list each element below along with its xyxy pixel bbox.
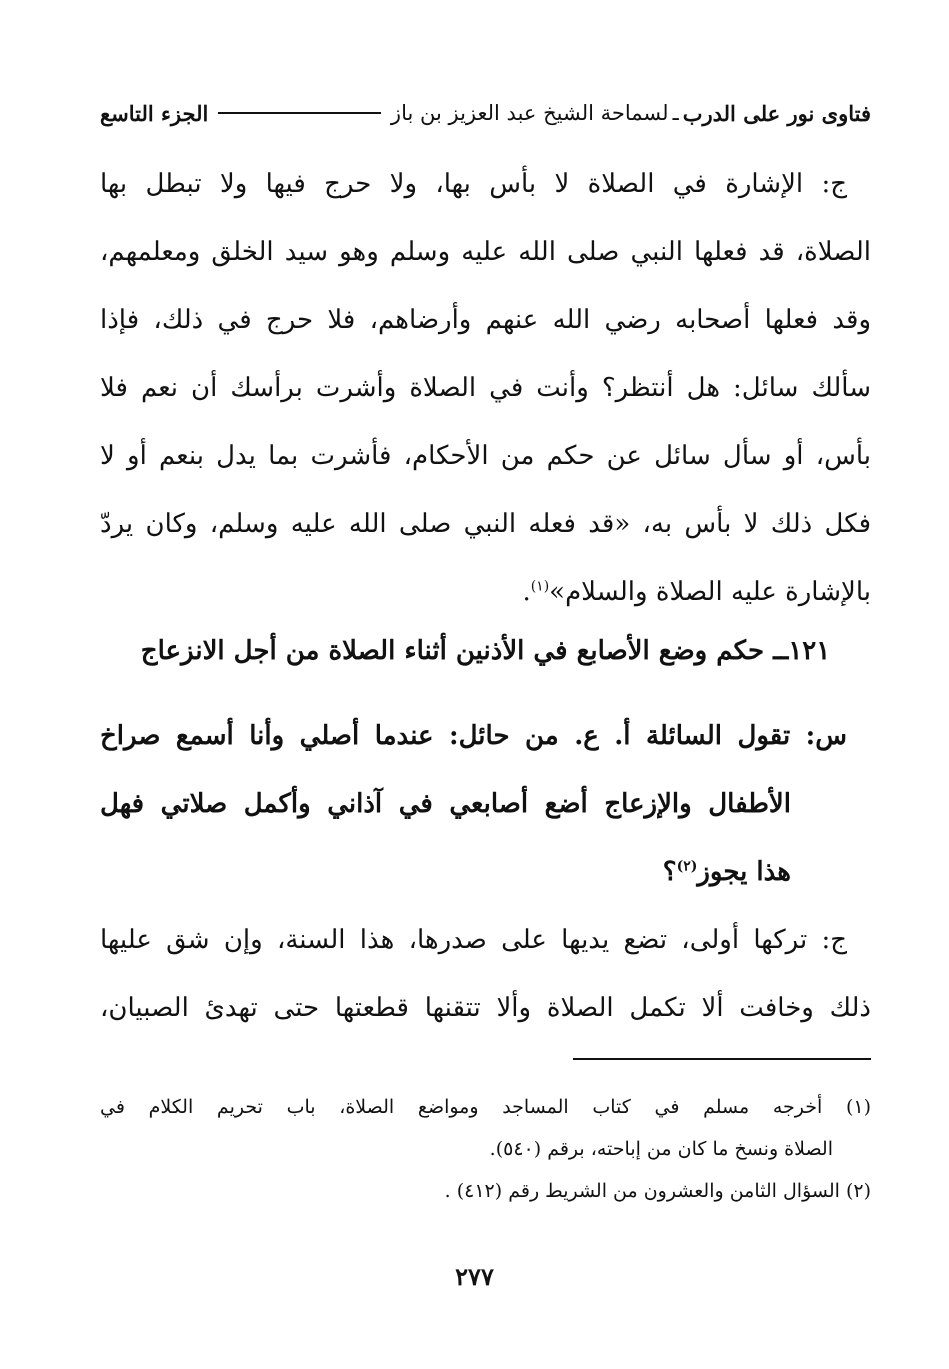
footnotes (100, 1086, 871, 1212)
text-line: س: تقول السائلة أ. ع. من حائل: عندما أصلي وأنا أسمع صراخ (100, 721, 847, 751)
answer-paragraph-1 (100, 150, 871, 626)
running-header (100, 96, 871, 130)
text-line-last (100, 838, 871, 906)
text-line: سألك سائل: هل أنتظر؟ وأنت في الصلاة وأشرت برأسك أن نعم فلا (100, 373, 871, 403)
footnote-1-line-2: الصلاة ونسخ ما كان من إباحته، برقم (٥٤٠). (489, 1138, 833, 1160)
text-line: ج: الإشارة في الصلاة لا بأس بها، ولا حرج فيها ولا تبطل بها (100, 169, 847, 199)
footnote-divider (573, 1058, 871, 1060)
text-line: وقد فعلها أصحابه رضي الله عنهم وأرضاهم، فلا حرج في ذلك، فإذا (100, 305, 871, 335)
question-mark: ؟ (662, 857, 677, 887)
book-title: فتاوى نور على الدرب (682, 100, 871, 126)
text-line-content: هذا يجوز (697, 857, 791, 887)
footnote-1-line-1: (١) أخرجه مسلم في كتاب المساجد ومواضع الصلاة، باب تحريم الكلام في (100, 1096, 871, 1118)
text-line: بأس، أو سأل سائل عن حكم من الأحكام، فأشرت بما يدل بنعم أو لا (100, 441, 871, 471)
author-name: لسماحة الشيخ عبد العزيز بن باز (390, 101, 669, 125)
text-line: فكل ذلك لا بأس به، «قد فعله النبي صلى الله عليه وسلم، وكان يردّ (100, 509, 871, 539)
question-paragraph (100, 702, 871, 906)
text-line-last (100, 558, 871, 626)
footnote-2: (٢) السؤال الثامن والعشرون من الشريط رقم (٤١٢) . (444, 1180, 871, 1202)
header-rule (218, 112, 381, 114)
volume-label: الجزء التاسع (100, 100, 209, 126)
footnote-ref-2: (٢) (676, 858, 698, 875)
answer-paragraph-2 (100, 906, 871, 1042)
section-heading: ١٢١ــ حكم وضع الأصابع في الأذنين أثناء الصلاة من أجل الانزعاج (140, 636, 831, 666)
text-line: الأطفال والإزعاج أضع أصابعي في آذاني وأكمل صلاتي فهل (100, 789, 791, 819)
page-number: ٢٧٧ (455, 1262, 494, 1291)
text-line: ذلك وخافت ألا تكمل الصلاة وألا تتقنها قطعتها حتى تهدئ الصبيان، (100, 993, 871, 1023)
text-line-content: بالإشارة عليه الصلاة والسلام» (549, 577, 871, 607)
header-separator: ـ (672, 101, 679, 125)
text-line: ج: تركها أولى، تضع يديها على صدرها، هذا السنة، وإن شق عليها (100, 925, 847, 955)
footnote-ref-1: (١) (530, 578, 550, 595)
end-mark: . (522, 577, 531, 607)
text-line: الصلاة، قد فعلها النبي صلى الله عليه وسلم وهو سيد الخلق ومعلمهم، (100, 237, 871, 267)
